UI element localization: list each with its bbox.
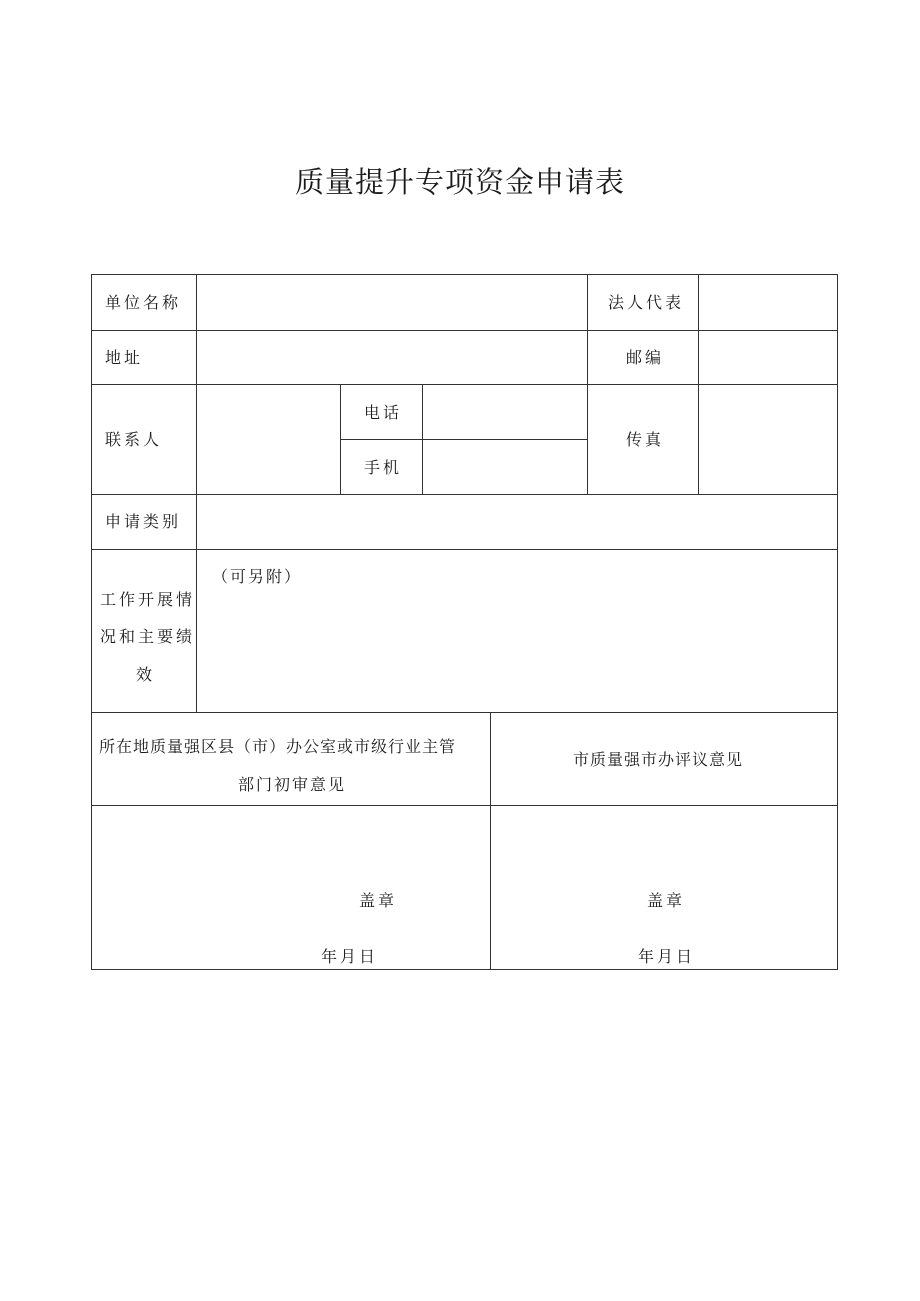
seal-right: 盖章 xyxy=(647,891,686,910)
postcode-label: 邮编 xyxy=(626,348,665,367)
work-label-line1: 工作开展情 xyxy=(100,590,196,609)
date-left: 年月日 xyxy=(321,947,379,966)
contact-label: 联系人 xyxy=(105,430,163,449)
column-divider xyxy=(340,384,341,494)
left-opinion-field[interactable] xyxy=(92,806,490,969)
fax-field[interactable] xyxy=(699,385,837,494)
address-label: 地址 xyxy=(105,348,144,367)
work-performance-field[interactable] xyxy=(197,590,837,712)
legal-rep-label: 法人代表 xyxy=(608,293,685,312)
legal-rep-field[interactable] xyxy=(699,275,837,330)
category-label: 申请类别 xyxy=(105,512,182,531)
category-field[interactable] xyxy=(197,495,837,549)
seal-left: 盖章 xyxy=(359,891,398,910)
mobile-label: 手机 xyxy=(364,458,403,477)
column-divider xyxy=(587,274,588,494)
phone-field[interactable] xyxy=(423,385,587,439)
fax-label: 传真 xyxy=(626,430,665,449)
work-label-line2: 况和主要绩 xyxy=(100,627,196,646)
unit-name-field[interactable] xyxy=(197,275,587,330)
phone-label: 电话 xyxy=(364,403,403,422)
review-right-label: 市质量强市办评议意见 xyxy=(573,750,744,769)
right-opinion-field[interactable] xyxy=(491,806,837,969)
work-label-line3: 效 xyxy=(136,665,156,684)
row-divider xyxy=(91,712,838,713)
review-left-line2: 部门初审意见 xyxy=(238,775,347,794)
table-border-right xyxy=(837,274,838,970)
date-right: 年月日 xyxy=(638,947,696,966)
table-border-bottom xyxy=(91,969,838,970)
work-note: （可另附） xyxy=(212,567,303,586)
review-left-line1: 所在地质量强区县（市）办公室或市级行业主管 xyxy=(99,737,457,756)
unit-name-label: 单位名称 xyxy=(105,293,182,312)
mobile-field[interactable] xyxy=(423,440,587,494)
document-title: 质量提升专项资金申请表 xyxy=(294,165,625,199)
row-divider xyxy=(91,549,838,550)
address-field[interactable] xyxy=(197,331,587,384)
postcode-field[interactable] xyxy=(699,331,837,384)
contact-field[interactable] xyxy=(197,385,340,494)
